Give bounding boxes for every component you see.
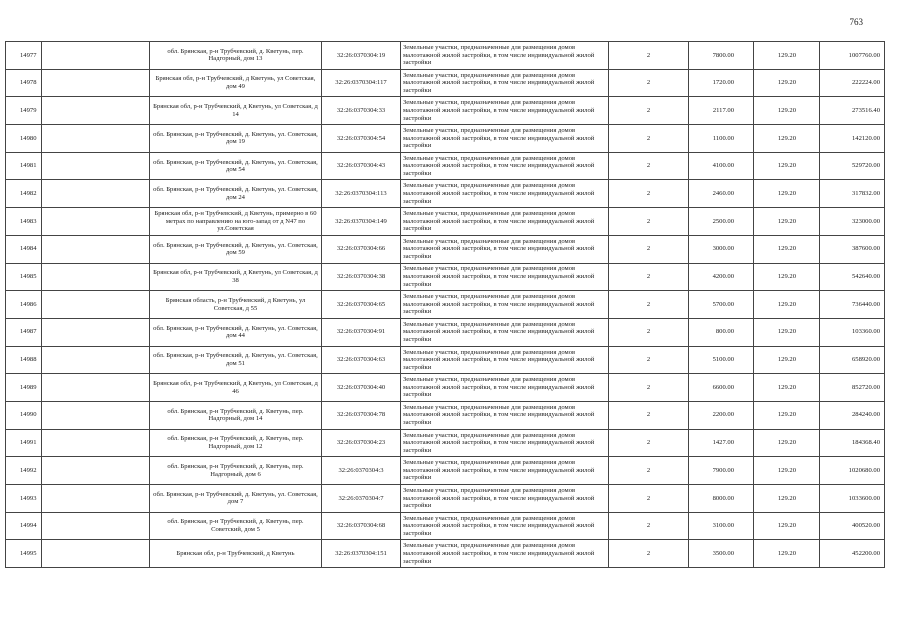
cadastral-number-cell: 32:26:0370304:38: [322, 263, 401, 291]
cadastral-value-cell: 736440.00: [820, 291, 885, 319]
permitted-use-cell: Земельные участки, предназначенные для размещения домов малоэтажной жилой застройки, в том числе индивидуальной жилой застройки: [401, 401, 609, 429]
row-number-cell: 14984: [6, 235, 42, 263]
cadastral-value-cell: 1033600.00: [820, 485, 885, 513]
area-cell: 1100.00: [689, 125, 754, 153]
permitted-use-cell: Земельные участки, предназначенные для размещения домов малоэтажной жилой застройки, в том числе индивидуальной жилой застройки: [401, 457, 609, 485]
area-cell: 6600.00: [689, 374, 754, 402]
table-row: [6, 429, 885, 457]
row-number-cell: 14985: [6, 263, 42, 291]
area-cell: 7900.00: [689, 457, 754, 485]
empty-cell: [42, 125, 150, 153]
permitted-use-cell: Земельные участки, предназначенные для размещения домов малоэтажной жилой застройки, в том числе индивидуальной жилой застройки: [401, 97, 609, 125]
cadastral-value-cell: 273516.40: [820, 97, 885, 125]
permitted-use-cell: Земельные участки, предназначенные для размещения домов малоэтажной жилой застройки, в том числе индивидуальной жилой застройки: [401, 374, 609, 402]
address-cell: Брянская обл, р-н Трубчевский, д Кветунь, примерно в 60 метрах по направлению на юго-запад от д N47 по ул.Советская: [150, 208, 322, 236]
empty-cell: [42, 346, 150, 374]
row-number-cell: 14993: [6, 485, 42, 513]
cadastral-value-cell: 1020680.00: [820, 457, 885, 485]
cadastral-number-cell: 32:26:0370304:65: [322, 291, 401, 319]
table-body: [6, 42, 885, 568]
cadastral-value-cell: 184368.40: [820, 429, 885, 457]
address-cell: обл. Брянская, р-н Трубчевский, д. Кветунь, ул. Советская, дом 24: [150, 180, 322, 208]
permitted-use-cell: Земельные участки, предназначенные для размещения домов малоэтажной жилой застройки, в том числе индивидуальной жилой застройки: [401, 485, 609, 513]
permitted-use-cell: Земельные участки, предназначенные для размещения домов малоэтажной жилой застройки, в том числе индивидуальной жилой застройки: [401, 318, 609, 346]
cadastral-number-cell: 32:26:0370304:43: [322, 152, 401, 180]
empty-cell: [42, 401, 150, 429]
permitted-use-cell: Земельные участки, предназначенные для размещения домов малоэтажной жилой застройки, в том числе индивидуальной жилой застройки: [401, 208, 609, 236]
cadastral-value-cell: 529720.00: [820, 152, 885, 180]
rate-cell: 129.20: [754, 540, 820, 568]
area-cell: 4200.00: [689, 263, 754, 291]
empty-cell: [42, 180, 150, 208]
row-number-cell: 14992: [6, 457, 42, 485]
address-cell: Брянская обл, р-н Трубчевский, д Кветунь, ул Советская, дом 49: [150, 69, 322, 97]
cadastral-number-cell: 32:26:0370304:66: [322, 235, 401, 263]
empty-cell: [42, 429, 150, 457]
rate-cell: 129.20: [754, 208, 820, 236]
empty-cell: [42, 97, 150, 125]
area-cell: 800.00: [689, 318, 754, 346]
address-cell: обл. Брянская, р-н Трубчевский, д. Кветунь, ул. Советская, дом 54: [150, 152, 322, 180]
cadastral-value-cell: 222224.00: [820, 69, 885, 97]
cadastral-value-cell: 542640.00: [820, 263, 885, 291]
row-number-cell: 14987: [6, 318, 42, 346]
cadastral-number-cell: 32:26:0370304:113: [322, 180, 401, 208]
cadastral-number-cell: 32:26:0370304:23: [322, 429, 401, 457]
category-cell: 2: [609, 374, 689, 402]
cadastral-number-cell: 32:26:0370304:40: [322, 374, 401, 402]
permitted-use-cell: Земельные участки, предназначенные для размещения домов малоэтажной жилой застройки, в том числе индивидуальной жилой застройки: [401, 291, 609, 319]
cadastral-number-cell: 32:26:0370304:7: [322, 485, 401, 513]
permitted-use-cell: Земельные участки, предназначенные для размещения домов малоэтажной жилой застройки, в том числе индивидуальной жилой застройки: [401, 42, 609, 70]
empty-cell: [42, 485, 150, 513]
category-cell: 2: [609, 512, 689, 540]
empty-cell: [42, 69, 150, 97]
row-number-cell: 14988: [6, 346, 42, 374]
rate-cell: 129.20: [754, 429, 820, 457]
rate-cell: 129.20: [754, 69, 820, 97]
category-cell: 2: [609, 208, 689, 236]
cadastral-number-cell: 32:26:0370304:91: [322, 318, 401, 346]
address-cell: обл. Брянская, р-н Трубчевский, д. Кветунь, ул. Советская, дом 7: [150, 485, 322, 513]
rate-cell: 129.20: [754, 97, 820, 125]
row-number-cell: 14991: [6, 429, 42, 457]
empty-cell: [42, 235, 150, 263]
cadastral-value-cell: 658920.00: [820, 346, 885, 374]
empty-cell: [42, 374, 150, 402]
row-number-cell: 14995: [6, 540, 42, 568]
row-number-cell: 14977: [6, 42, 42, 70]
empty-cell: [42, 263, 150, 291]
rate-cell: 129.20: [754, 374, 820, 402]
land-plot-table: [5, 41, 885, 568]
permitted-use-cell: Земельные участки, предназначенные для размещения домов малоэтажной жилой застройки, в том числе индивидуальной жилой застройки: [401, 263, 609, 291]
table-row: [6, 180, 885, 208]
category-cell: 2: [609, 540, 689, 568]
category-cell: 2: [609, 152, 689, 180]
permitted-use-cell: Земельные участки, предназначенные для размещения домов малоэтажной жилой застройки, в том числе индивидуальной жилой застройки: [401, 69, 609, 97]
cadastral-number-cell: 32:26:0370304:63: [322, 346, 401, 374]
permitted-use-cell: Земельные участки, предназначенные для размещения домов малоэтажной жилой застройки, в том числе индивидуальной жилой застройки: [401, 235, 609, 263]
cadastral-value-cell: 452200.00: [820, 540, 885, 568]
area-cell: 3000.00: [689, 235, 754, 263]
row-number-cell: 14979: [6, 97, 42, 125]
table-row: [6, 540, 885, 568]
rate-cell: 129.20: [754, 235, 820, 263]
address-cell: Брянская обл, р-н Трубчевский, д Кветунь, ул Советская, д 46: [150, 374, 322, 402]
address-cell: обл. Брянская, р-н Трубчевский, д. Кветунь, пер. Надгорный, дом 12: [150, 429, 322, 457]
row-number-cell: 14981: [6, 152, 42, 180]
address-cell: обл. Брянская, р-н Трубчевский, д. Кветунь, ул. Советская, дом 59: [150, 235, 322, 263]
rate-cell: 129.20: [754, 485, 820, 513]
row-number-cell: 14983: [6, 208, 42, 236]
table-row: [6, 512, 885, 540]
cadastral-number-cell: 32:26:0370304:3: [322, 457, 401, 485]
empty-cell: [42, 318, 150, 346]
table-row: [6, 291, 885, 319]
empty-cell: [42, 42, 150, 70]
table-row: [6, 263, 885, 291]
address-cell: обл. Брянская, р-н Трубчевский, д. Кветунь, ул. Советская, дом 51: [150, 346, 322, 374]
row-number-cell: 14980: [6, 125, 42, 153]
category-cell: 2: [609, 263, 689, 291]
page-number: 763: [849, 17, 863, 27]
address-cell: обл. Брянская, р-н Трубчевский, д. Кветунь, пер. Надгорный, дом 13: [150, 42, 322, 70]
table-row: [6, 125, 885, 153]
cadastral-value-cell: 1007760.00: [820, 42, 885, 70]
area-cell: 1427.00: [689, 429, 754, 457]
row-number-cell: 14978: [6, 69, 42, 97]
cadastral-value-cell: 142120.00: [820, 125, 885, 153]
area-cell: 8000.00: [689, 485, 754, 513]
row-number-cell: 14990: [6, 401, 42, 429]
category-cell: 2: [609, 429, 689, 457]
rate-cell: 129.20: [754, 152, 820, 180]
rate-cell: 129.20: [754, 346, 820, 374]
category-cell: 2: [609, 401, 689, 429]
table-row: [6, 69, 885, 97]
category-cell: 2: [609, 457, 689, 485]
area-cell: 3500.00: [689, 540, 754, 568]
category-cell: 2: [609, 125, 689, 153]
area-cell: 2460.00: [689, 180, 754, 208]
cadastral-value-cell: 284240.00: [820, 401, 885, 429]
empty-cell: [42, 152, 150, 180]
table-row: [6, 152, 885, 180]
permitted-use-cell: Земельные участки, предназначенные для размещения домов малоэтажной жилой застройки, в том числе индивидуальной жилой застройки: [401, 125, 609, 153]
cadastral-number-cell: 32:26:0370304:54: [322, 125, 401, 153]
rate-cell: 129.20: [754, 180, 820, 208]
cadastral-number-cell: 32:26:0370304:19: [322, 42, 401, 70]
table-row: [6, 457, 885, 485]
table-row: [6, 42, 885, 70]
address-cell: Брянская обл, р-н Трубчевский, д Кветунь, ул Советская, д 38: [150, 263, 322, 291]
empty-cell: [42, 540, 150, 568]
table-row: [6, 401, 885, 429]
table-row: [6, 318, 885, 346]
category-cell: 2: [609, 346, 689, 374]
table-row: [6, 346, 885, 374]
row-number-cell: 14989: [6, 374, 42, 402]
category-cell: 2: [609, 180, 689, 208]
area-cell: 4100.00: [689, 152, 754, 180]
rate-cell: 129.20: [754, 263, 820, 291]
cadastral-value-cell: 323000.00: [820, 208, 885, 236]
cadastral-value-cell: 400520.00: [820, 512, 885, 540]
permitted-use-cell: Земельные участки, предназначенные для размещения домов малоэтажной жилой застройки, в том числе индивидуальной жилой застройки: [401, 540, 609, 568]
address-cell: Брянская обл, р-н Трубчевский, д Кветунь, ул Советская, д 14: [150, 97, 322, 125]
row-number-cell: 14982: [6, 180, 42, 208]
area-cell: 1720.00: [689, 69, 754, 97]
permitted-use-cell: Земельные участки, предназначенные для размещения домов малоэтажной жилой застройки, в том числе индивидуальной жилой застройки: [401, 152, 609, 180]
permitted-use-cell: Земельные участки, предназначенные для размещения домов малоэтажной жилой застройки, в том числе индивидуальной жилой застройки: [401, 429, 609, 457]
rate-cell: 129.20: [754, 42, 820, 70]
permitted-use-cell: Земельные участки, предназначенные для размещения домов малоэтажной жилой застройки, в том числе индивидуальной жилой застройки: [401, 346, 609, 374]
cadastral-value-cell: 103360.00: [820, 318, 885, 346]
category-cell: 2: [609, 69, 689, 97]
table-row: [6, 208, 885, 236]
table-row: [6, 485, 885, 513]
category-cell: 2: [609, 97, 689, 125]
address-cell: обл. Брянская, р-н Трубчевский, д. Кветунь, ул. Советская, дом 44: [150, 318, 322, 346]
address-cell: Брянская область, р-н Трубчевский, д Кветунь, ул Советская, д 55: [150, 291, 322, 319]
area-cell: 2117.00: [689, 97, 754, 125]
rate-cell: 129.20: [754, 291, 820, 319]
table-row: [6, 374, 885, 402]
area-cell: 3100.00: [689, 512, 754, 540]
cadastral-number-cell: 32:26:0370304:149: [322, 208, 401, 236]
rate-cell: 129.20: [754, 318, 820, 346]
cadastral-value-cell: 387600.00: [820, 235, 885, 263]
area-cell: 5100.00: [689, 346, 754, 374]
area-cell: 5700.00: [689, 291, 754, 319]
address-cell: обл. Брянская, р-н Трубчевский, д. Кветунь, пер. Надгорный, дом 6: [150, 457, 322, 485]
table-row: [6, 235, 885, 263]
cadastral-number-cell: 32:26:0370304:68: [322, 512, 401, 540]
address-cell: Брянская обл, р-н Трубчевский, д Кветунь: [150, 540, 322, 568]
area-cell: 7800.00: [689, 42, 754, 70]
rate-cell: 129.20: [754, 401, 820, 429]
category-cell: 2: [609, 291, 689, 319]
rate-cell: 129.20: [754, 457, 820, 485]
empty-cell: [42, 457, 150, 485]
cadastral-number-cell: 32:26:0370304:151: [322, 540, 401, 568]
cadastral-value-cell: 317832.00: [820, 180, 885, 208]
row-number-cell: 14986: [6, 291, 42, 319]
area-cell: 2200.00: [689, 401, 754, 429]
category-cell: 2: [609, 235, 689, 263]
category-cell: 2: [609, 42, 689, 70]
category-cell: 2: [609, 318, 689, 346]
address-cell: обл. Брянская, р-н Трубчевский, д. Кветунь, пер. Надгорный, дом 14: [150, 401, 322, 429]
category-cell: 2: [609, 485, 689, 513]
address-cell: обл. Брянская, р-н Трубчевский, д. Кветунь, ул. Советская, дом 19: [150, 125, 322, 153]
rate-cell: 129.20: [754, 125, 820, 153]
permitted-use-cell: Земельные участки, предназначенные для размещения домов малоэтажной жилой застройки, в том числе индивидуальной жилой застройки: [401, 180, 609, 208]
cadastral-number-cell: 32:26:0370304:33: [322, 97, 401, 125]
area-cell: 2500.00: [689, 208, 754, 236]
cadastral-number-cell: 32:26:0370304:78: [322, 401, 401, 429]
permitted-use-cell: Земельные участки, предназначенные для размещения домов малоэтажной жилой застройки, в том числе индивидуальной жилой застройки: [401, 512, 609, 540]
rate-cell: 129.20: [754, 512, 820, 540]
empty-cell: [42, 291, 150, 319]
cadastral-value-cell: 852720.00: [820, 374, 885, 402]
table-row: [6, 97, 885, 125]
empty-cell: [42, 208, 150, 236]
address-cell: обл. Брянская, р-н Трубчевский, д. Кветунь, пер. Советский, дом 5: [150, 512, 322, 540]
cadastral-number-cell: 32:26:0370304:117: [322, 69, 401, 97]
row-number-cell: 14994: [6, 512, 42, 540]
empty-cell: [42, 512, 150, 540]
